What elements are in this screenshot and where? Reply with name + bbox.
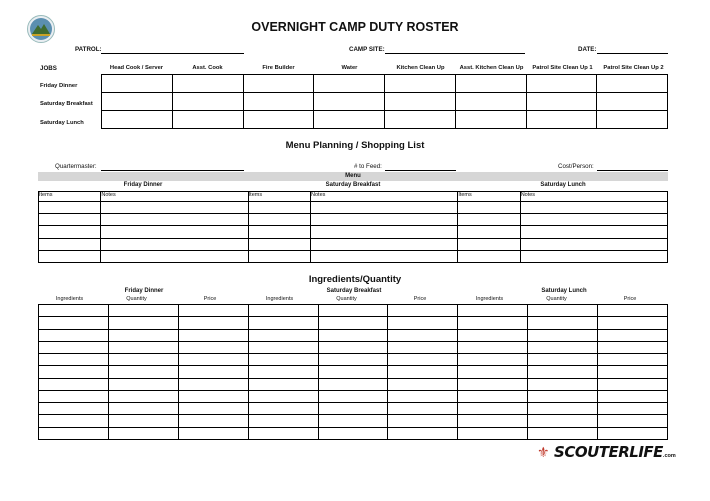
ingredient-cell[interactable] — [108, 305, 178, 317]
ingredient-cell[interactable] — [248, 317, 318, 329]
ingredient-row — [39, 415, 668, 427]
ingredient-cell[interactable] — [598, 305, 668, 317]
ingredient-cell[interactable] — [388, 317, 458, 329]
ingredient-cell[interactable] — [318, 341, 388, 353]
ingredient-cell[interactable] — [388, 390, 458, 402]
menu-cell[interactable] — [311, 202, 458, 214]
ingredient-meal-header: Friday Dinner — [124, 288, 164, 294]
campsite-label: CAMP SITE: — [349, 46, 385, 53]
ingredient-cell[interactable] — [528, 317, 598, 329]
ingredient-cell[interactable] — [39, 427, 109, 439]
notes-column-header: Notes — [101, 192, 248, 202]
duty-column-header: Head Cook / Server — [109, 65, 164, 71]
ingredient-cell[interactable] — [108, 329, 178, 341]
cost-label: Cost/Person: — [558, 163, 594, 170]
menu-cell[interactable] — [311, 238, 458, 250]
menu-cell[interactable] — [458, 202, 520, 214]
cost-field[interactable] — [597, 170, 668, 171]
ingredient-cell[interactable] — [318, 317, 388, 329]
brand-name: SCOUTERLIFE — [554, 443, 663, 461]
duty-cell[interactable] — [385, 111, 456, 129]
menu-cell[interactable] — [248, 238, 310, 250]
duty-cell[interactable] — [172, 111, 243, 129]
ingredients-column-header: Ingredients — [475, 296, 504, 302]
ingredient-cell[interactable] — [318, 366, 388, 378]
duty-column-header: Kitchen Clean Up — [396, 65, 445, 71]
duty-cell[interactable] — [243, 75, 314, 93]
duty-row-label: Saturday Lunch — [40, 120, 84, 126]
menu-cell[interactable] — [39, 250, 101, 262]
ingredient-row — [39, 317, 668, 329]
ingredient-cell[interactable] — [318, 390, 388, 402]
menu-cell[interactable] — [101, 226, 248, 238]
menu-cell[interactable] — [458, 250, 520, 262]
ingredient-cell[interactable] — [108, 341, 178, 353]
menu-cell[interactable] — [458, 238, 520, 250]
ingredient-cell[interactable] — [458, 305, 528, 317]
menu-cell[interactable] — [520, 250, 667, 262]
duty-cell[interactable] — [597, 111, 668, 129]
feed-field[interactable] — [385, 170, 456, 171]
duty-column-header: Asst. Kitchen Clean Up — [459, 65, 524, 71]
ingredient-cell[interactable] — [528, 390, 598, 402]
ingredient-cell[interactable] — [39, 354, 109, 366]
ingredient-cell[interactable] — [598, 329, 668, 341]
patrol-field[interactable] — [101, 53, 244, 54]
ingredient-cell[interactable] — [108, 403, 178, 415]
ingredient-cell[interactable] — [248, 378, 318, 390]
menu-cell[interactable] — [39, 226, 101, 238]
menu-cell[interactable] — [101, 202, 248, 214]
duty-column-header: Water — [341, 65, 358, 71]
ingredients-column-header: Ingredients — [55, 296, 84, 302]
ingredient-cell[interactable] — [178, 427, 248, 439]
ingredient-cell[interactable] — [248, 341, 318, 353]
ingredient-cell[interactable] — [39, 403, 109, 415]
ingredient-cell[interactable] — [528, 341, 598, 353]
ingredient-cell[interactable] — [318, 378, 388, 390]
price-column-header: Price — [623, 296, 637, 302]
menu-cell[interactable] — [101, 214, 248, 226]
ingredient-cell[interactable] — [108, 427, 178, 439]
menu-cell[interactable] — [520, 214, 667, 226]
menu-header-bar: Menu — [38, 172, 668, 181]
ingredient-cell[interactable] — [108, 415, 178, 427]
items-column-header: Items — [39, 192, 101, 202]
menu-title: Menu Planning / Shopping List — [285, 140, 425, 151]
ingredient-row — [39, 354, 668, 366]
ingredient-cell[interactable] — [39, 390, 109, 402]
ingredient-cell[interactable] — [458, 317, 528, 329]
duty-cell[interactable] — [314, 111, 385, 129]
menu-cell[interactable] — [311, 250, 458, 262]
menu-meal-header: Saturday Lunch — [540, 182, 586, 188]
menu-cell[interactable] — [248, 214, 310, 226]
duty-cell[interactable] — [314, 93, 385, 111]
ingredient-cell[interactable] — [39, 378, 109, 390]
ingredient-cell[interactable] — [39, 305, 109, 317]
duty-cell[interactable] — [243, 111, 314, 129]
ingredient-cell[interactable] — [528, 354, 598, 366]
duty-row-label: Friday Dinner — [40, 83, 78, 89]
menu-grid — [38, 191, 668, 263]
duty-cell[interactable] — [597, 93, 668, 111]
ingredient-cell[interactable] — [178, 354, 248, 366]
menu-cell[interactable] — [248, 226, 310, 238]
ingredient-cell[interactable] — [248, 305, 318, 317]
ingredient-cell[interactable] — [528, 305, 598, 317]
notes-column-header: Notes — [520, 192, 667, 202]
ingredient-cell[interactable] — [598, 415, 668, 427]
ingredient-cell[interactable] — [318, 329, 388, 341]
quartermaster-label: Quartermaster: — [55, 163, 97, 170]
ingredient-cell[interactable] — [458, 403, 528, 415]
ingredient-cell[interactable] — [598, 390, 668, 402]
ingredient-cell[interactable] — [598, 341, 668, 353]
ingredient-cell[interactable] — [108, 366, 178, 378]
menu-cell[interactable] — [39, 214, 101, 226]
ingredient-cell[interactable] — [528, 427, 598, 439]
ingredient-cell[interactable] — [458, 354, 528, 366]
ingredient-cell[interactable] — [598, 317, 668, 329]
ingredient-cell[interactable] — [598, 354, 668, 366]
ingredient-row — [39, 378, 668, 390]
ingredient-cell[interactable] — [178, 329, 248, 341]
duty-column-header: Fire Builder — [262, 65, 295, 71]
brand-suffix: .com — [662, 453, 676, 459]
ingredient-cell[interactable] — [318, 305, 388, 317]
notes-column-header: Notes — [311, 192, 458, 202]
menu-row — [39, 214, 668, 226]
ingredient-cell[interactable] — [39, 341, 109, 353]
ingredient-cell[interactable] — [458, 378, 528, 390]
ingredients-title: Ingredients/Quantity — [308, 274, 402, 285]
duty-cell[interactable] — [102, 111, 173, 129]
menu-row — [39, 226, 668, 238]
duty-roster-grid — [101, 74, 668, 129]
duty-cell[interactable] — [597, 75, 668, 93]
ingredient-cell[interactable] — [248, 427, 318, 439]
ingredient-cell[interactable] — [388, 415, 458, 427]
ingredient-cell[interactable] — [248, 366, 318, 378]
menu-cell[interactable] — [520, 202, 667, 214]
menu-cell[interactable] — [520, 226, 667, 238]
menu-cell[interactable] — [101, 238, 248, 250]
feed-label: # to Feed: — [354, 163, 382, 170]
ingredient-cell[interactable] — [598, 427, 668, 439]
date-label: DATE: — [578, 46, 597, 53]
ingredient-cell[interactable] — [528, 378, 598, 390]
ingredient-row — [39, 329, 668, 341]
ingredient-cell[interactable] — [528, 329, 598, 341]
menu-cell[interactable] — [101, 250, 248, 262]
ingredient-cell[interactable] — [598, 366, 668, 378]
duty-cell[interactable] — [455, 75, 526, 93]
ingredient-cell[interactable] — [248, 403, 318, 415]
menu-cell[interactable] — [311, 226, 458, 238]
ingredient-row — [39, 390, 668, 402]
patrol-label: PATROL: — [75, 46, 102, 53]
ingredient-cell[interactable] — [528, 415, 598, 427]
quantity-column-header: Quantity — [546, 296, 567, 302]
menu-row — [39, 250, 668, 262]
items-column-header: Items — [248, 192, 310, 202]
duty-cell[interactable] — [385, 75, 456, 93]
ingredient-meal-header: Saturday Breakfast — [326, 288, 382, 294]
duty-cell[interactable] — [102, 75, 173, 93]
duty-cell[interactable] — [243, 93, 314, 111]
duty-column-header: Patrol Site Clean Up 1 — [532, 65, 593, 71]
duty-row-label: Saturday Breakfast — [40, 101, 93, 107]
ingredient-cell[interactable] — [598, 403, 668, 415]
price-column-header: Price — [413, 296, 427, 302]
menu-row — [39, 238, 668, 250]
ingredient-row — [39, 366, 668, 378]
date-field[interactable] — [597, 53, 668, 54]
ingredient-row — [39, 403, 668, 415]
ingredient-cell[interactable] — [108, 378, 178, 390]
ingredient-cell[interactable] — [39, 329, 109, 341]
ingredient-cell[interactable] — [388, 403, 458, 415]
quantity-column-header: Quantity — [336, 296, 357, 302]
price-column-header: Price — [203, 296, 217, 302]
ingredients-grid — [38, 304, 668, 440]
duty-cell[interactable] — [455, 93, 526, 111]
ingredient-cell[interactable] — [528, 366, 598, 378]
duty-cell[interactable] — [102, 93, 173, 111]
duty-cell[interactable] — [172, 75, 243, 93]
ingredient-cell[interactable] — [39, 366, 109, 378]
ingredient-cell[interactable] — [248, 390, 318, 402]
jobs-label: JOBS — [40, 65, 57, 72]
menu-meal-header: Saturday Breakfast — [325, 182, 381, 188]
quartermaster-field[interactable] — [101, 170, 244, 171]
menu-cell[interactable] — [248, 250, 310, 262]
ingredient-cell[interactable] — [178, 341, 248, 353]
ingredient-cell[interactable] — [178, 403, 248, 415]
ingredient-cell[interactable] — [178, 305, 248, 317]
ingredient-cell[interactable] — [388, 378, 458, 390]
menu-cell[interactable] — [458, 226, 520, 238]
ingredient-meal-header: Saturday Lunch — [541, 288, 587, 294]
duty-cell[interactable] — [172, 93, 243, 111]
ingredient-row — [39, 305, 668, 317]
ingredient-cell[interactable] — [458, 329, 528, 341]
ingredient-cell[interactable] — [388, 305, 458, 317]
fleur-de-lis-icon: ⚜ — [537, 444, 550, 460]
menu-cell[interactable] — [311, 214, 458, 226]
campsite-field[interactable] — [385, 53, 525, 54]
ingredient-cell[interactable] — [318, 415, 388, 427]
ingredient-cell[interactable] — [108, 390, 178, 402]
duty-row — [102, 75, 668, 93]
ingredient-cell[interactable] — [528, 403, 598, 415]
ingredient-cell[interactable] — [458, 415, 528, 427]
duty-cell[interactable] — [455, 111, 526, 129]
menu-cell[interactable] — [458, 214, 520, 226]
menu-meal-header: Friday Dinner — [123, 182, 163, 188]
scouterlife-logo — [537, 443, 676, 462]
ingredient-cell[interactable] — [388, 366, 458, 378]
page-title: OVERNIGHT CAMP DUTY ROSTER — [251, 20, 459, 34]
menu-cell[interactable] — [520, 238, 667, 250]
duty-row — [102, 93, 668, 111]
duty-column-header: Asst. Cook — [192, 65, 223, 71]
menu-cell[interactable] — [248, 202, 310, 214]
ingredient-cell[interactable] — [388, 427, 458, 439]
ingredient-cell[interactable] — [318, 354, 388, 366]
duty-cell[interactable] — [314, 75, 385, 93]
duty-column-header: Patrol Site Clean Up 2 — [603, 65, 664, 71]
menu-row — [39, 202, 668, 214]
ingredients-column-header: Ingredients — [265, 296, 294, 302]
ingredient-cell[interactable] — [388, 341, 458, 353]
ingredient-cell[interactable] — [388, 329, 458, 341]
ingredient-cell[interactable] — [598, 378, 668, 390]
ingredient-cell[interactable] — [178, 366, 248, 378]
ingredient-cell[interactable] — [388, 354, 458, 366]
ingredient-row — [39, 341, 668, 353]
ingredient-cell[interactable] — [39, 317, 109, 329]
ingredient-cell[interactable] — [178, 415, 248, 427]
ingredient-cell[interactable] — [248, 354, 318, 366]
quantity-column-header: Quantity — [126, 296, 147, 302]
ingredient-cell[interactable] — [178, 390, 248, 402]
ingredient-cell[interactable] — [108, 317, 178, 329]
ingredient-cell[interactable] — [248, 415, 318, 427]
ingredient-cell[interactable] — [318, 427, 388, 439]
ingredient-cell[interactable] — [458, 341, 528, 353]
ingredient-cell[interactable] — [458, 366, 528, 378]
duty-cell[interactable] — [526, 93, 597, 111]
ingredient-cell[interactable] — [108, 354, 178, 366]
menu-header-row — [39, 192, 668, 202]
duty-cell[interactable] — [385, 93, 456, 111]
menu-cell[interactable] — [39, 202, 101, 214]
items-column-header: Items — [458, 192, 520, 202]
duty-cell[interactable] — [526, 75, 597, 93]
ingredient-cell[interactable] — [318, 403, 388, 415]
ingredient-cell[interactable] — [248, 329, 318, 341]
ingredient-cell[interactable] — [178, 378, 248, 390]
duty-cell[interactable] — [526, 111, 597, 129]
ingredient-cell[interactable] — [39, 415, 109, 427]
ingredient-cell[interactable] — [178, 317, 248, 329]
ingredient-cell[interactable] — [458, 390, 528, 402]
menu-cell[interactable] — [39, 238, 101, 250]
duty-row — [102, 111, 668, 129]
ingredient-row — [39, 427, 668, 439]
ingredient-cell[interactable] — [458, 427, 528, 439]
